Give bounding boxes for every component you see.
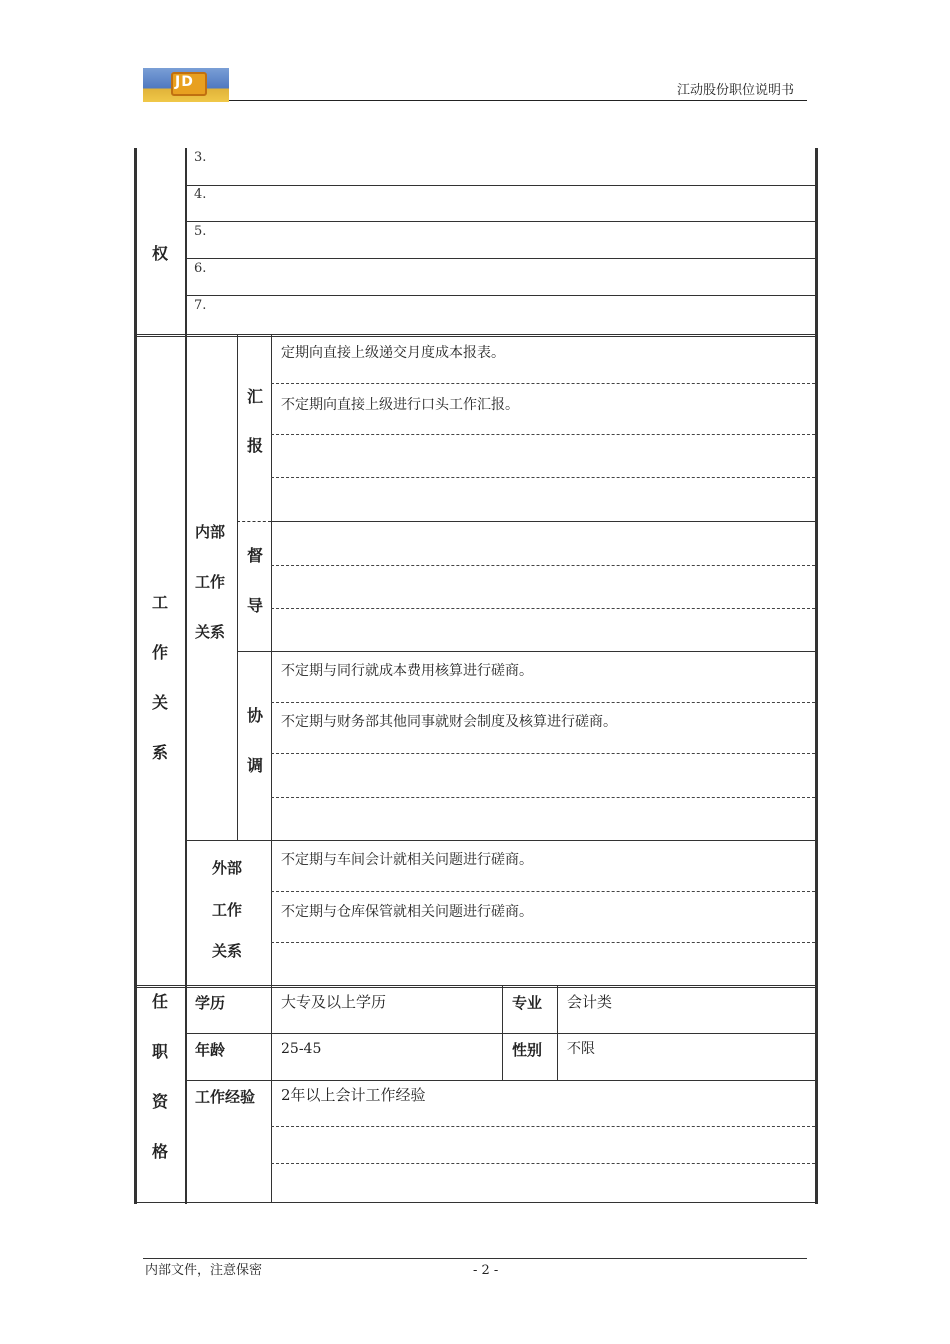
gender-label: 性别 (512, 1041, 543, 1059)
work-relations-label-1: 工 (151, 593, 168, 612)
education-value: 大专及以上学历 (281, 993, 387, 1011)
work-relations-label-3: 关 (151, 693, 168, 712)
external-relations-label-1: 外部 (212, 859, 243, 877)
table-bottom-border (134, 1202, 818, 1203)
coordinate-label-2: 调 (246, 756, 263, 775)
external-relations-label-3: 关系 (212, 942, 243, 960)
qualifications-label-1: 任 (151, 992, 168, 1011)
report-row: 定期向直接上级递交月度成本报表。 (281, 345, 505, 361)
work-relations-label-4: 系 (151, 743, 168, 762)
external-relations-label-2: 工作 (212, 901, 243, 919)
authority-item: 4. (194, 187, 207, 202)
internal-relations-label-3: 关系 (195, 623, 226, 641)
footer-rule (143, 1258, 807, 1259)
table-left-border (134, 148, 137, 1204)
age-value: 25-45 (281, 1041, 322, 1057)
qualifications-label-3: 资 (151, 1092, 168, 1111)
experience-row: 2年以上会计工作经验 (281, 1086, 426, 1104)
internal-relations-label-1: 内部 (195, 523, 226, 541)
qualifications-label-4: 格 (151, 1142, 168, 1161)
logo-text: JD (175, 74, 194, 90)
age-label: 年龄 (195, 1041, 226, 1059)
coordinate-label-1: 协 (246, 706, 263, 725)
coordinate-row: 不定期与同行就成本费用核算进行磋商。 (281, 663, 533, 679)
work-relations-label-2: 作 (151, 643, 168, 662)
report-row: 不定期向直接上级进行口头工作汇报。 (281, 397, 519, 413)
qualifications-label-2: 职 (151, 1042, 168, 1061)
authority-item: 7. (194, 298, 207, 313)
internal-relations-label-2: 工作 (195, 573, 226, 591)
major-value: 会计类 (567, 993, 613, 1011)
supervise-label-1: 督 (246, 546, 263, 565)
document-title: 江动股份职位说明书 (677, 83, 795, 98)
gender-value: 不限 (567, 1041, 595, 1057)
section-divider (134, 985, 818, 988)
authority-label: 权 (151, 244, 168, 263)
table-right-border (815, 148, 818, 1204)
authority-item: 5. (194, 224, 207, 239)
supervise-label-2: 导 (246, 596, 263, 615)
experience-label: 工作经验 (195, 1088, 256, 1106)
footer-confidential: 内部文件，注意保密 (145, 1263, 263, 1278)
report-label-2: 报 (246, 436, 263, 455)
authority-item: 6. (194, 261, 207, 276)
coordinate-row: 不定期与财务部其他同事就财会制度及核算进行磋商。 (281, 714, 617, 730)
company-logo (143, 68, 229, 102)
header-rule (229, 100, 807, 101)
page-number: - 2 - (473, 1263, 499, 1278)
external-row: 不定期与车间会计就相关问题进行磋商。 (281, 852, 533, 868)
report-label-1: 汇 (246, 387, 263, 406)
external-row: 不定期与仓库保管就相关问题进行磋商。 (281, 904, 533, 920)
authority-item: 3. (194, 150, 207, 165)
major-label: 专业 (512, 994, 543, 1012)
education-label: 学历 (195, 994, 226, 1012)
